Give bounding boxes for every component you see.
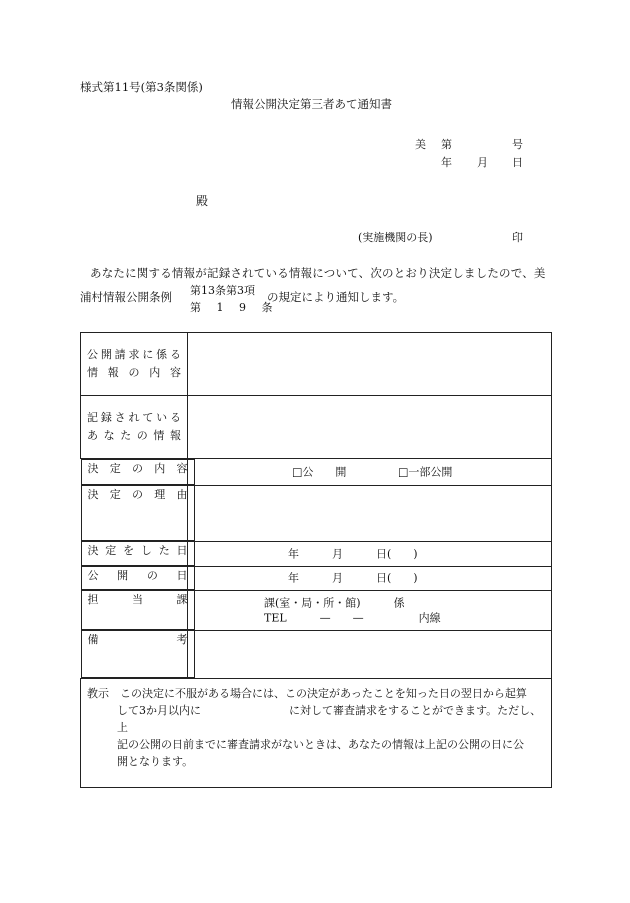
addressee-honorific: 殿	[196, 194, 209, 208]
recorded-info-label	[81, 396, 188, 459]
article-option-top: 第13条第3項	[190, 284, 255, 297]
label-line: 情 報 の 内 容	[87, 366, 181, 379]
recorded-info-field[interactable]	[188, 396, 552, 459]
responsible-section-field[interactable]	[188, 590, 552, 630]
body-text-line2-prefix: 浦村情報公開条例	[80, 290, 172, 304]
decision-date-field[interactable]	[188, 541, 552, 566]
seal-mark: 印	[512, 231, 523, 244]
notice-line: 開となります。	[117, 755, 194, 769]
header-day: 日	[512, 156, 523, 169]
disclosure-date-value: 年 月 日( )	[288, 571, 418, 585]
label-line: あ な た の 情 報	[87, 429, 181, 442]
decision-content-label: 決 定 の 内 容	[81, 459, 195, 485]
request-info-field[interactable]	[188, 333, 552, 396]
table-row	[81, 679, 552, 788]
table-row	[81, 485, 552, 541]
notice-form-table	[80, 332, 552, 788]
notice-line: して3か月以内に に対して審査請求をすることができます。ただし、上	[117, 704, 542, 735]
header-number-suffix: 号	[512, 138, 523, 151]
remarks-label: 備 考	[81, 630, 195, 678]
table-row	[81, 333, 552, 396]
body-text-line2-suffix: の規定により通知します。	[267, 290, 405, 304]
decision-content-field	[188, 459, 552, 486]
header-prefix: 美	[415, 138, 426, 151]
decision-reason-field[interactable]	[188, 485, 552, 541]
form-number: 様式第11号(第3条関係)	[80, 80, 203, 94]
checkbox-partial-disclosure[interactable]: □一部公開	[398, 465, 453, 479]
table-row	[81, 566, 552, 590]
checkbox-full-disclosure[interactable]: □公 開	[292, 465, 347, 479]
body-text-line1: あなたに関する情報が記録されている情報について、次のとおり決定しましたので、美	[90, 266, 546, 280]
section-line: 課(室・局・所・館) 係	[264, 596, 405, 609]
notice-line: 教示 この決定に不服がある場合には、この決定があったことを知った日の翌日から起算	[87, 687, 527, 700]
label-line: 記 録 さ れ て い る	[87, 411, 181, 425]
sender-name: (実施機関の長)	[358, 231, 433, 244]
table-row	[81, 396, 552, 459]
document-title: 情報公開決定第三者あて通知書	[231, 97, 392, 111]
notice-line: 記の公開の日前までに審査請求がないときは、あなたの情報は上記の公開の日に公	[117, 738, 524, 752]
request-info-label	[81, 333, 188, 396]
disclosure-date-field[interactable]	[188, 566, 552, 590]
decision-reason-label: 決 定 の 理 由	[81, 485, 195, 541]
table-row	[81, 541, 552, 566]
instruction-notice	[81, 679, 552, 788]
disclosure-date-label: 公 開 の 日	[81, 566, 195, 590]
header-year: 年	[441, 156, 452, 169]
header-number-label: 第	[441, 138, 452, 151]
label-line: 公 開 請 求 に 係 る	[87, 348, 181, 362]
decision-date-label: 決 定 を し た 日	[81, 541, 195, 566]
header-month: 月	[477, 156, 488, 169]
table-row	[81, 590, 552, 630]
remarks-field[interactable]	[188, 630, 552, 679]
article-option-bottom: 第 1 9 条	[190, 301, 279, 314]
table-row	[81, 630, 552, 679]
tel-line: TEL — — 内線	[264, 611, 441, 624]
table-row	[81, 459, 552, 486]
decision-date-value: 年 月 日( )	[288, 547, 418, 560]
responsible-section-label: 担 当 課	[81, 590, 195, 630]
